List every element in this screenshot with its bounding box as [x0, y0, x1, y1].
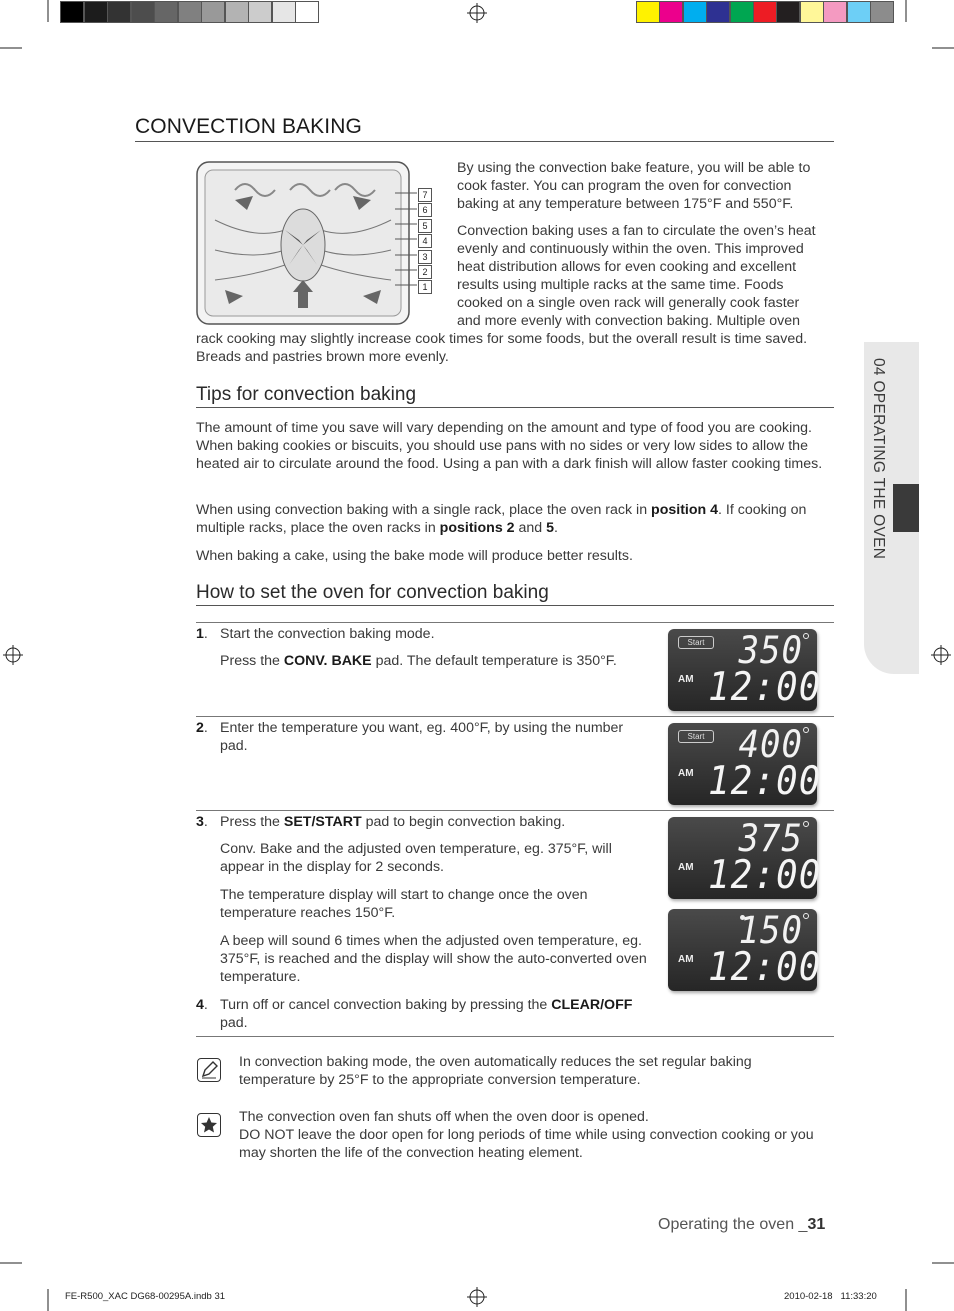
step-4-number: 4. — [196, 997, 208, 1013]
intro-line: cooked on a single oven rack will generally cook faster — [457, 295, 800, 311]
note-pencil-icon — [197, 1058, 221, 1082]
intro-line: results using multiple racks at the same time. Foods — [457, 277, 784, 293]
howto-heading: How to set the oven for convection baking — [196, 582, 549, 603]
caution-star-icon — [197, 1113, 221, 1137]
step-3-text: Press the SET/START pad to begin convection baking. — [220, 814, 566, 830]
degree-icon — [803, 821, 809, 827]
intro-paragraph-1: By using the convection bake feature, you will be able to cook faster. You can program the oven for convection baking at any temperature between 175°F and 550°F. — [457, 160, 811, 212]
oven-display-400 — [668, 723, 822, 805]
oven-display-375 — [668, 817, 822, 899]
page-number: 31 — [807, 1216, 826, 1233]
note-1-text: In convection baking mode, the oven automatically reduces the set regular baking temperature by 25°F to the appropriate conversion temperature. — [239, 1054, 752, 1088]
step-divider — [196, 622, 834, 623]
display-clock: 12:00 — [708, 852, 822, 899]
rack-position-label: 6 — [418, 203, 432, 217]
display-clock: 12:00 — [708, 758, 822, 805]
note-2-line-1: The convection oven fan shuts off when the oven door is opened. — [239, 1109, 649, 1125]
step-2-text: Enter the temperature you want, eg. 400°F, by using the number pad. — [220, 720, 624, 754]
oven-display-350 — [668, 629, 822, 711]
step-divider — [196, 716, 834, 717]
intro-line: and more evenly with convection baking. Multiple oven — [457, 313, 801, 329]
chapter-label: 04 OPERATING THE OVEN — [870, 358, 887, 560]
intro-line: Convection baking uses a fan to circulate the oven’s heat — [457, 223, 816, 239]
display-clock: 12:00 — [708, 664, 822, 711]
rack-position-label: 4 — [418, 234, 432, 248]
oven-display-150 — [668, 909, 822, 991]
tips-divider — [196, 407, 834, 408]
step-divider — [196, 810, 834, 811]
display-ampm: AM — [678, 674, 694, 685]
title-divider — [135, 141, 834, 142]
page-footer — [658, 1216, 825, 1234]
step-2-number: 2. — [196, 720, 208, 736]
display-temperature: 375 — [738, 817, 803, 861]
step-3-number: 3. — [196, 814, 208, 830]
print-timestamp: 2010-02-18 11:33:20 — [784, 1291, 877, 1302]
display-temperature: 150 — [738, 909, 803, 953]
step-1-text: Start the convection baking mode. — [220, 626, 435, 642]
step-1-number: 1. — [196, 626, 208, 642]
intro-line: Breads and pastries brown more evenly. — [196, 349, 449, 365]
tips-paragraph-1: The amount of time you save will vary depending on the amount and type of food you are cooking. When baking cookies or biscuits, you should use pans with no sides or very low sides to allow the heated air to circulate around the food. Using a pan with a dark finish will allow faster cooking times. — [196, 420, 823, 472]
step-4-text: Turn off or cancel convection baking by pressing the CLEAR/OFF pad. — [220, 997, 633, 1031]
start-indicator: Start — [678, 730, 714, 743]
step-3-detail-3: A beep will sound 6 times when the adjusted oven temperature, eg. 375°F, is reached and the display will show the auto-converted oven temperature. — [220, 933, 647, 985]
oven-convection-illustration — [195, 160, 435, 328]
howto-divider — [196, 605, 834, 606]
note-2-line-2: DO NOT leave the door open for long periods of time while using convection cooking or you may shorten the life of the convection heating element. — [239, 1127, 814, 1161]
rack-position-label: 5 — [418, 219, 432, 233]
chapter-side-tab — [864, 342, 919, 674]
print-file-name: FE-R500_XAC DG68-00295A.indb 31 — [65, 1291, 226, 1302]
tips-paragraph-3: When baking a cake, using the bake mode will produce better results. — [196, 548, 633, 564]
step-1-detail: Press the CONV. BAKE pad. The default temperature is 350°F. — [220, 653, 617, 669]
intro-line: evenly and continuously within the oven. This improved — [457, 241, 804, 257]
intro-line: heat distribution allows for even cooking and excellent — [457, 259, 797, 275]
display-temperature: 400 — [738, 723, 803, 767]
rack-position-label: 1 — [418, 280, 432, 294]
degree-icon — [803, 633, 809, 639]
rack-position-label: 3 — [418, 250, 432, 264]
step-3-detail-1: Conv. Bake and the adjusted oven temperature, eg. 375°F, will appear in the display for 2 seconds. — [220, 841, 612, 875]
start-indicator: Start — [678, 636, 714, 649]
display-ampm: AM — [678, 862, 694, 873]
tips-paragraph-2: When using convection baking with a single rack, place the oven rack in position 4. If cooking on multiple racks, place the oven racks in positions 2 and 5. — [196, 502, 807, 536]
step-divider — [196, 1036, 834, 1037]
rack-position-label: 7 — [418, 188, 432, 202]
display-temperature: 350 — [738, 629, 803, 673]
footer-section: Operating the oven _ — [658, 1216, 808, 1233]
display-ampm: AM — [678, 954, 694, 965]
degree-icon — [803, 913, 809, 919]
display-clock: 12:00 — [708, 944, 822, 991]
degree-icon — [803, 727, 809, 733]
page-title: CONVECTION BAKING — [135, 115, 362, 138]
display-ampm: AM — [678, 768, 694, 779]
tips-heading: Tips for convection baking — [196, 384, 417, 405]
intro-line: rack cooking may slightly increase cook times for some foods, but the overall result is time saved. — [196, 331, 808, 347]
rack-position-label: 2 — [418, 265, 432, 279]
step-3-detail-2: The temperature display will start to change once the oven temperature reaches 150°F. — [220, 887, 588, 921]
